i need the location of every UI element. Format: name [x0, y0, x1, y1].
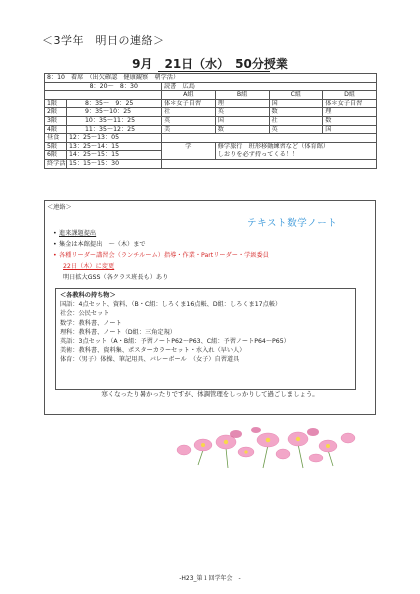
lunch-name: 昼食 — [45, 134, 67, 143]
list-item: 社会：公民セット — [60, 310, 110, 318]
period-time: 14：25〜15：15 — [67, 151, 162, 160]
class-cell: 体＊女子自習 — [323, 99, 377, 108]
items-box — [55, 288, 356, 390]
class-cell: 美 — [162, 125, 216, 134]
lunch-time: 12：25〜13：05 — [67, 134, 162, 143]
table-row — [45, 134, 377, 143]
class-cell: 国 — [215, 116, 269, 125]
class-cell: 数 — [323, 116, 377, 125]
row-arrival — [45, 74, 377, 83]
table-row — [45, 151, 377, 160]
class-header-c: C組 — [269, 91, 323, 100]
notice-heading: テキスト数学ノート — [247, 218, 338, 229]
class-header-d: D組 — [323, 91, 377, 100]
class-header-b: B組 — [215, 91, 269, 100]
list-item: • 集金は本館提出 〜（木）まで — [53, 239, 269, 250]
period-name: 5限 — [45, 142, 67, 151]
table-row — [45, 159, 377, 168]
page-footer: -H23_第１回学年会 - — [179, 575, 241, 582]
table-row — [45, 108, 377, 117]
class-header-a: A組 — [162, 91, 216, 100]
class-cell: 英 — [215, 108, 269, 117]
class-cell: 数 — [215, 125, 269, 134]
period-time: 9：35〜10：25 — [67, 108, 162, 117]
activity-reminder: しおりを必ず持ってくる！！ — [215, 151, 376, 160]
list-item: 22日（木）に変更 — [63, 263, 115, 270]
list-item: • 各種リーダー講習会（ランチルーム）指導・作業・Partリーダー・学級委員 — [53, 250, 269, 261]
schedule-table — [44, 73, 377, 169]
class-cell: 国 — [269, 99, 323, 108]
table-row — [45, 74, 377, 83]
closing-message: 寒くなったり暑かったりですが、体調管理をしっかりして過ごしましょう。 — [101, 390, 319, 398]
period-name: 3限 — [45, 116, 67, 125]
table-row — [45, 116, 377, 125]
arrival-desc: 着席 （出欠確認 健康観察 朝学活） — [70, 74, 180, 82]
activity-note: 修学旅行 班形移動練習など（体育館） — [215, 142, 376, 151]
class-cell: 社 — [269, 116, 323, 125]
period-time: 11：35〜12：25 — [67, 125, 162, 134]
list-item: 美術：教科書、資料集、ポスターカラーセット・水入れ（早い人） — [60, 347, 246, 355]
items-title: ＜各教科の持ち物＞ — [60, 292, 116, 299]
period-name: 4限 — [45, 125, 67, 134]
activity-subject: 学 — [162, 142, 216, 151]
class-cell: 英 — [162, 116, 216, 125]
period-time: 13：25〜14：15 — [67, 142, 162, 151]
table-row — [45, 99, 377, 108]
notice-label: ＜連絡＞ — [47, 204, 72, 211]
cosmos-flowers-illustration — [168, 420, 358, 470]
list-item: 英語：3点セット（A・B組：予習ノートP62〜P63、C組：予習ノートP64〜P65） — [60, 338, 290, 346]
class-cell: 国 — [323, 125, 377, 134]
section-header: ＜3学年 明日の連絡＞ — [42, 34, 165, 47]
page-title: 9月 21日（水） 50分授業 — [132, 57, 288, 71]
period-name: 終学活 — [45, 159, 67, 168]
table-row — [45, 91, 377, 100]
class-cell: 英 — [269, 125, 323, 134]
arrival-time: 8：10 — [47, 74, 65, 82]
class-cell: 体＊女子自習 — [162, 99, 216, 108]
table-row — [45, 125, 377, 134]
reading-time: 8：20〜 8：30 — [67, 82, 162, 91]
list-item: 理科：教科書、ノート（D組：三角定規） — [60, 328, 176, 336]
period-name: 2限 — [45, 108, 67, 117]
list-item: 体育：（男子）体操、筆記用具、バレーボール （女子）自習道具 — [60, 356, 240, 364]
class-cell: 社 — [162, 108, 216, 117]
notice-section — [44, 200, 376, 415]
title-underline — [158, 71, 270, 72]
class-cell: 理 — [323, 108, 377, 117]
period-name: 6限 — [45, 151, 67, 160]
reading-desc: 読書 広島 — [162, 82, 377, 91]
class-cell: 数 — [269, 108, 323, 117]
period-time: 8：35〜 9：25 — [67, 99, 162, 108]
notice-list — [53, 228, 269, 283]
period-time: 10：35〜11：25 — [67, 116, 162, 125]
table-row — [45, 142, 377, 151]
class-cell: 理 — [215, 99, 269, 108]
list-item: 数学：教科書、ノート — [60, 319, 122, 327]
list-item: • 進来課題提出 — [53, 228, 269, 239]
period-time: 15：15〜15：30 — [67, 159, 162, 168]
table-row — [45, 82, 377, 91]
list-item: 明日拡大GSS（各クラス班長も）あり — [63, 274, 169, 281]
list-item: 国語：4点セット、資料、（B・C組：しろくま16点帳、D組：しろくま17点帳） — [60, 301, 282, 309]
period-name: 1限 — [45, 99, 67, 108]
